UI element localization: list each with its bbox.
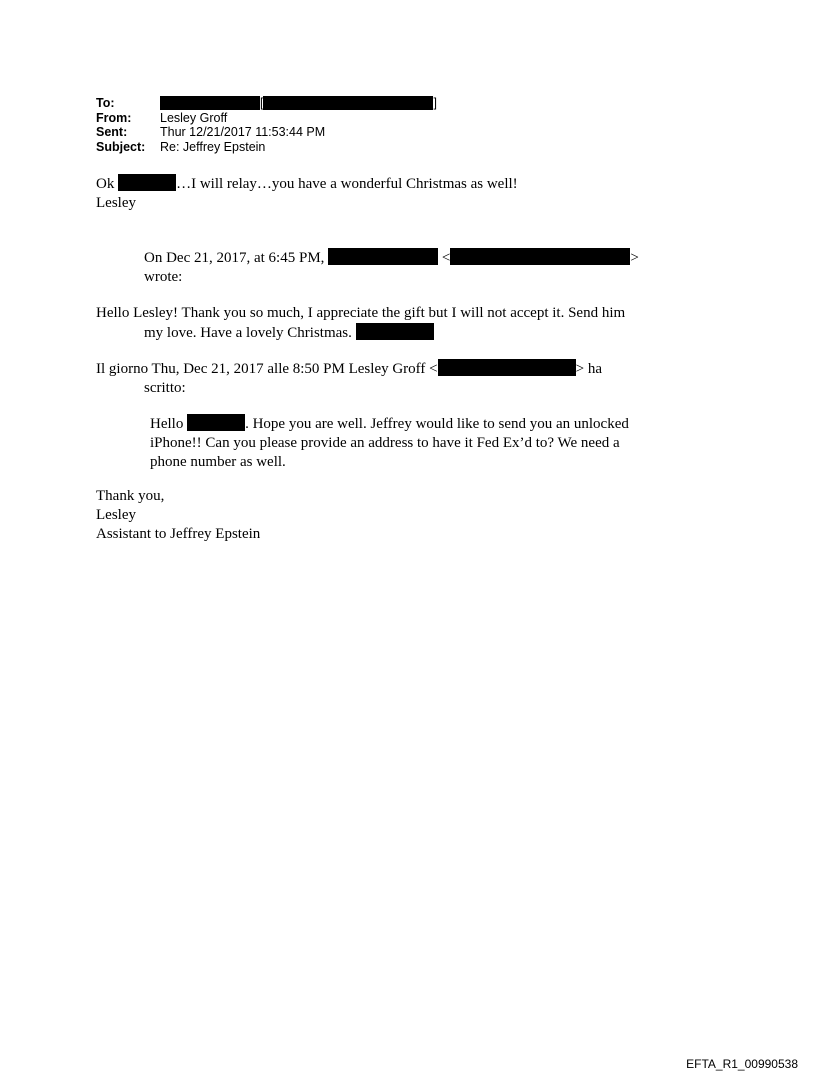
redaction-box — [263, 96, 433, 110]
from-label: From: — [96, 110, 132, 125]
message-2-line-3: phone number as well. — [150, 454, 286, 470]
reply-body — [96, 174, 518, 213]
subject-label: Subject: — [96, 139, 146, 154]
quote-intro-2-line-1 — [96, 359, 602, 379]
from-value: Lesley Groff — [160, 110, 228, 125]
message-2 — [150, 414, 629, 472]
quote-intro-1-gt: > — [630, 250, 639, 266]
quote-intro-1-line-1 — [144, 248, 639, 268]
subject-row — [96, 140, 437, 155]
reply-line-1 — [96, 174, 518, 194]
message-1-line-2 — [96, 323, 625, 343]
redaction-box — [356, 323, 434, 340]
reply-text-end: …I will relay…you have a wonderful Christmas as well! — [176, 176, 518, 192]
message-1 — [96, 304, 625, 343]
quote-intro-1-line-2: wrote: — [144, 269, 183, 285]
redaction-box — [160, 96, 260, 110]
message-2-text-end: . Hope you are well. Jeffrey would like to send you an unlocked — [245, 416, 629, 432]
to-bracket-close: ] — [433, 96, 437, 110]
quote-intro-2-text: Il giorno Thu, Dec 21, 2017 alle 8:50 PM Lesley Groff < — [96, 361, 438, 377]
quote-intro-1 — [144, 248, 639, 287]
signature-line-3: Assistant to Jeffrey Epstein — [96, 526, 261, 542]
signature-line-1: Thank you, — [96, 488, 165, 504]
redaction-box — [438, 359, 576, 376]
quote-intro-2-line-2: scritto: — [144, 380, 186, 396]
quote-intro-2 — [96, 359, 602, 398]
message-2-text-start: Hello — [150, 416, 188, 432]
signature — [96, 487, 260, 544]
email-header — [96, 96, 437, 154]
sent-value: Thur 12/21/2017 11:53:44 PM — [160, 125, 326, 140]
quote-intro-2-end: > ha — [575, 361, 602, 377]
sent-row — [96, 125, 437, 140]
to-row — [96, 96, 437, 111]
quote-intro-1-text: On Dec 21, 2017, at 6:45 PM, — [144, 250, 329, 266]
reply-line-2: Lesley — [96, 195, 136, 211]
quote-intro-1-lt: < — [441, 250, 451, 266]
message-1-line-1: Hello Lesley! Thank you so much, I appreciate the gift but I will not accept it. Send him — [96, 305, 626, 321]
signature-line-2: Lesley — [96, 507, 136, 523]
to-label: To: — [96, 96, 115, 110]
reply-text-start: Ok — [96, 176, 119, 192]
message-1-line-2-text: my love. Have a lovely Christmas. — [144, 325, 356, 341]
sent-label: Sent: — [96, 125, 128, 140]
redaction-box — [450, 248, 630, 265]
message-2-line-1 — [150, 414, 629, 434]
from-row — [96, 111, 437, 126]
message-2-line-2: iPhone!! Can you please provide an address to have it Fed Ex’d to? We need a — [150, 435, 620, 451]
to-bracket-open: [ — [260, 96, 264, 110]
redaction-box — [328, 248, 438, 265]
subject-value: Re: Jeffrey Epstein — [160, 139, 266, 154]
document-id: EFTA_R1_00990538 — [686, 1057, 798, 1071]
redaction-box — [118, 174, 176, 191]
redaction-box — [187, 414, 245, 431]
